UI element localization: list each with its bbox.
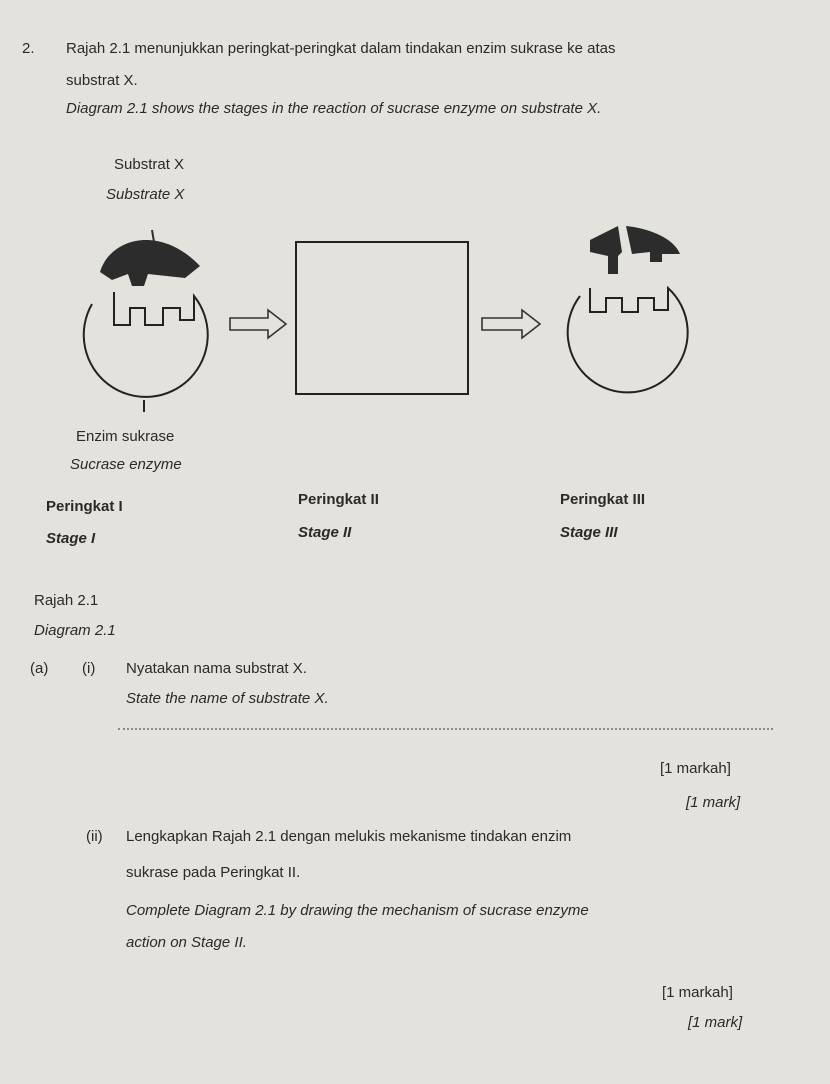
part-a-ii-label: (ii): [86, 828, 103, 845]
diagram-caption-english: Diagram 2.1: [34, 622, 116, 639]
stage2-label-malay: Peringkat II: [298, 491, 379, 508]
part-a-i-question-english: State the name of substrate X.: [126, 690, 329, 707]
enzyme-label-english: Sucrase enzyme: [70, 456, 182, 473]
marks-english: [1 mark]: [688, 1014, 743, 1031]
arrow-right-icon: [230, 310, 286, 338]
enzyme-reaction-figure: [70, 200, 730, 425]
part-a-ii-question-english: Complete Diagram 2.1 by drawing the mechanism of sucrase enzyme: [126, 902, 589, 919]
answer-line[interactable]: [118, 728, 773, 730]
enzyme-label-malay: Enzim sukrase: [76, 428, 175, 445]
question-number: 2.: [22, 40, 35, 57]
intro-english: Diagram 2.1 shows the stages in the reaction of sucrase enzyme on substrate X.: [66, 100, 602, 117]
stage3-enzyme: [568, 288, 688, 392]
marks-malay: [1 markah]: [662, 984, 733, 1001]
part-a-label: (a): [30, 660, 49, 677]
stage3-product-left: [590, 226, 622, 274]
stage1-enzyme: [84, 292, 208, 412]
stage3-label-english: Stage III: [560, 524, 618, 541]
stage1-label-english: Stage I: [46, 530, 96, 547]
part-a-ii-question-malay: Lengkapkan Rajah 2.1 dengan melukis mekanisme tindakan enzim: [126, 828, 572, 845]
stage2-drawing-box[interactable]: [296, 242, 468, 394]
marks-english: [1 mark]: [686, 794, 741, 811]
stage1-substrate: [100, 230, 200, 286]
stage3-product-right: [626, 226, 680, 262]
intro-malay-line2: substrat X.: [66, 72, 138, 89]
substrate-label-english: Substrate X: [106, 186, 185, 203]
stage1-label-malay: Peringkat I: [46, 498, 123, 515]
marks-malay: [1 markah]: [660, 760, 731, 777]
substrate-label-malay: Substrat X: [114, 156, 185, 173]
intro-malay-line1: Rajah 2.1 menunjukkan peringkat-peringkat dalam tindakan enzim sukrase ke atas: [66, 40, 616, 57]
stage2-label-english: Stage II: [298, 524, 352, 541]
part-a-i-question-malay: Nyatakan nama substrat X.: [126, 660, 307, 677]
part-a-i-label: (i): [82, 660, 96, 677]
part-a-ii-question-english-2: action on Stage II.: [126, 934, 247, 951]
part-a-ii-question-malay-2: sukrase pada Peringkat II.: [126, 864, 301, 881]
arrow-right-icon: [482, 310, 540, 338]
diagram-caption-malay: Rajah 2.1: [34, 592, 99, 609]
stage3-label-malay: Peringkat III: [560, 491, 646, 508]
